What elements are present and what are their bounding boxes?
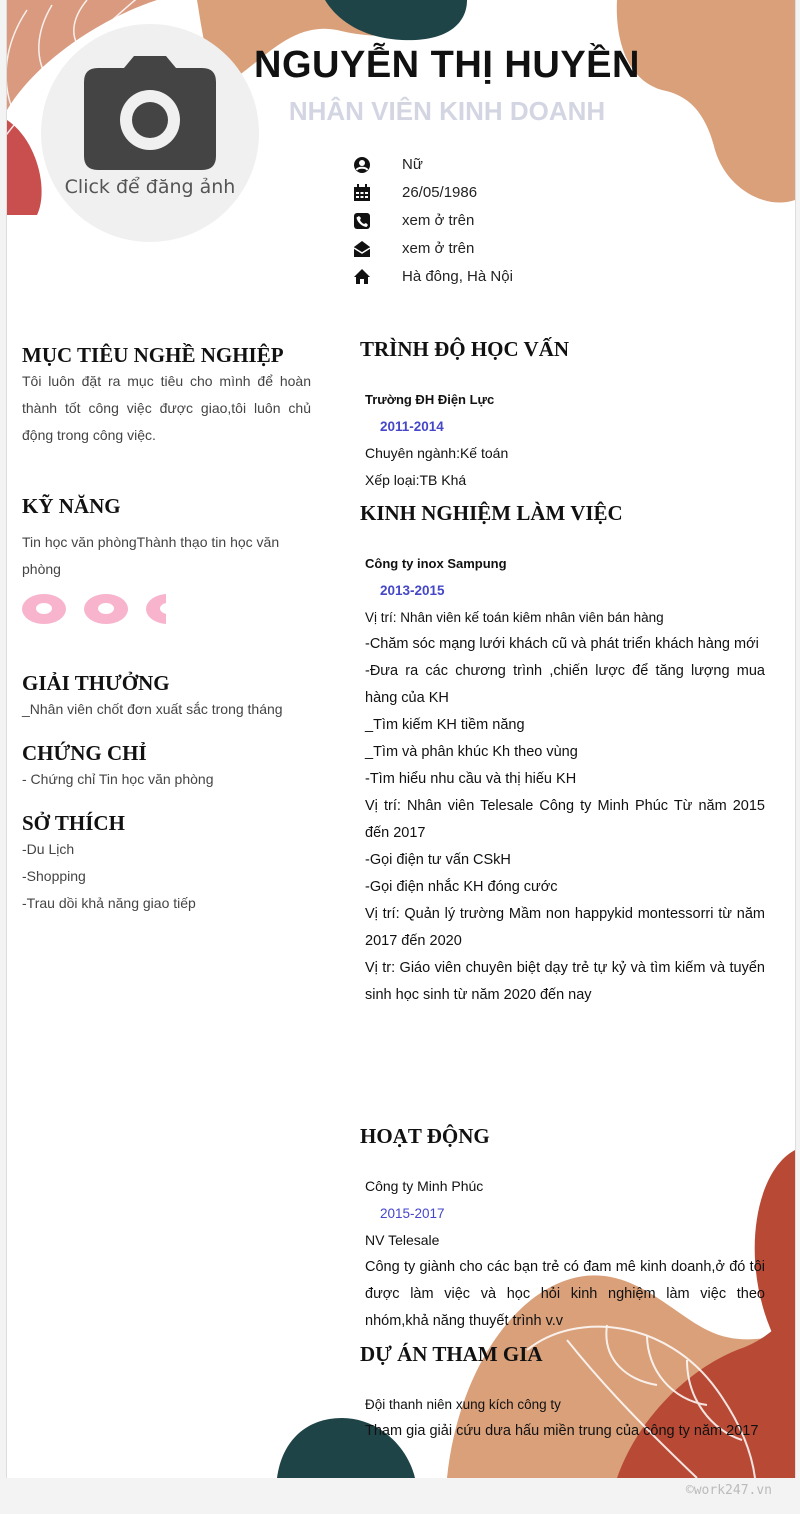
projects-text: Tham gia giải cứu dưa hấu miền trung của công ty năm 2017: [365, 1423, 759, 1439]
watermark: ©work247.vn: [685, 1483, 772, 1498]
calendar-icon: [353, 184, 371, 202]
experience-heading: KINH NGHIỆM LÀM VIỆC: [360, 501, 623, 525]
phone-icon: [353, 212, 371, 230]
contact-birthday-value: 26/05/1986: [402, 184, 478, 201]
certificates-text: - Chứng chỉ Tin học văn phòng: [22, 771, 214, 787]
experience-line: Vị trí: Nhân viên Telesale Công ty Minh Phúc Từ năm 2015 đến 2017: [365, 798, 765, 841]
experience-line: -Gọi điện nhắc KH đóng cước: [365, 879, 558, 895]
experience-company: Công ty inox Sampung: [365, 556, 507, 571]
skills-heading: KỸ NĂNG: [22, 494, 121, 518]
activities-years: 2015-2017: [380, 1206, 445, 1221]
experience-line: _Tìm kiếm KH tiềm năng: [365, 717, 525, 733]
hobbies-list: [22, 836, 311, 917]
education-heading: TRÌNH ĐỘ HỌC VẤN: [360, 337, 570, 361]
skill-rating: [22, 592, 166, 626]
awards-heading: GIẢI THƯỞNG: [22, 671, 170, 695]
experience-position: Vị trí: Nhân viên kế toán kiêm nhân viên bán hàng: [365, 610, 664, 625]
hobby-item: -Trau dồi khả năng giao tiếp: [22, 895, 196, 911]
rating-dot: [84, 594, 128, 624]
hobbies-heading: SỞ THÍCH: [22, 811, 125, 835]
experience-line: -Đưa ra các chương trình ,chiến lược để tăng lượng mua hàng của KH: [365, 663, 765, 706]
hobby-item: -Shopping: [22, 868, 86, 884]
experience-line: -Gọi điện tư vấn CSkH: [365, 852, 511, 868]
skills-text: Tin học văn phòngThành thạo tin học văn phòng: [22, 534, 280, 577]
experience-years: 2013-2015: [380, 583, 445, 598]
projects-block: [365, 1391, 765, 1445]
contact-phone-value: xem ở trên: [402, 212, 475, 229]
experience-block: [365, 550, 765, 1009]
candidate-role: NHÂN VIÊN KINH DOANH: [288, 96, 606, 126]
rating-dot: [22, 594, 66, 624]
activities-block: [365, 1173, 765, 1335]
home-icon: [353, 268, 371, 286]
user-circle-icon: [353, 156, 371, 174]
cv-page: [6, 0, 796, 1478]
objective-text: Tôi luôn đặt ra mục tiêu cho mình để hoàn thành tốt công việc được giao,tôi luôn chủ động trong công việc.: [22, 373, 311, 443]
education-grade: Xếp loại:TB Khá: [365, 472, 467, 488]
hobby-item: -Du Lịch: [22, 841, 75, 857]
envelope-open-icon: [353, 240, 371, 258]
projects-name: Đội thanh niên xung kích công ty: [365, 1397, 561, 1412]
experience-line: -Tìm hiểu nhu cầu và thị hiếu KH: [365, 771, 577, 787]
activities-heading: HOẠT ĐỘNG: [360, 1124, 490, 1148]
upload-photo-caption: Click để đăng ảnh: [64, 176, 236, 198]
objective-heading: MỤC TIÊU NGHỀ NGHIỆP: [22, 343, 284, 367]
contact-address-value: Hà đông, Hà Nội: [402, 268, 513, 285]
contact-email-value: xem ở trên: [402, 240, 475, 257]
projects-heading: DỰ ÁN THAM GIA: [360, 1342, 543, 1366]
experience-line: _Tìm và phân khúc Kh theo vùng: [365, 744, 578, 760]
experience-line: Vị trí: Quản lý trường Mầm non happykid montessorri từ năm 2017 đến 2020: [365, 906, 765, 949]
rating-dot: [146, 594, 166, 624]
activities-org: Công ty Minh Phúc: [365, 1178, 484, 1194]
candidate-name: NGUYỄN THỊ HUYỀN: [254, 44, 640, 86]
activities-text: Công ty giành cho các bạn trẻ có đam mê kinh doanh,ở đó tôi được làm việc và học hỏi kinh nghiệm làm việc theo nhóm,khả năng thuyết trình v.v: [365, 1259, 765, 1329]
education-school: Trường ĐH Điện Lực: [365, 392, 495, 407]
avatar-upload[interactable]: [41, 24, 259, 242]
education-block: [365, 386, 765, 494]
awards-text: _Nhân viên chốt đơn xuất sắc trong tháng: [22, 701, 283, 717]
contact-gender-value: Nữ: [402, 156, 423, 173]
experience-line: Vị tr: Giáo viên chuyên biệt dạy trẻ tự kỷ và tìm kiếm và tuyển sinh học sinh từ năm 2020 đến nay: [365, 960, 765, 1003]
camera-icon: [84, 56, 216, 172]
certificates-heading: CHỨNG CHỈ: [22, 741, 147, 765]
activities-role: NV Telesale: [365, 1232, 440, 1248]
education-major: Chuyên ngành:Kế toán: [365, 445, 509, 461]
education-years: 2011-2014: [380, 419, 444, 434]
experience-line: -Chăm sóc mạng lưới khách cũ và phát triển khách hàng mới: [365, 636, 759, 652]
